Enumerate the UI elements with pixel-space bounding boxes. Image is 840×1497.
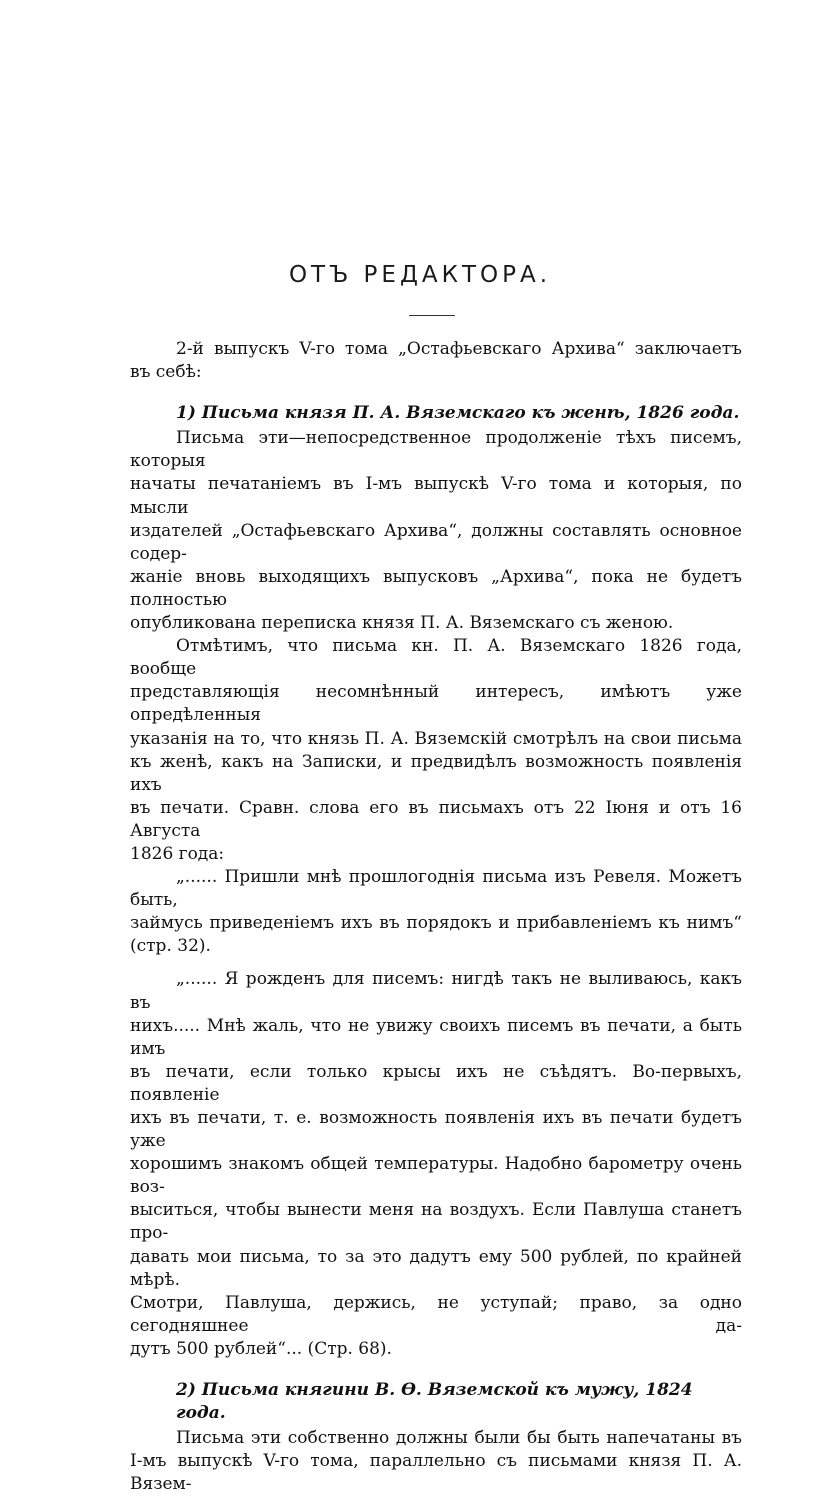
text-line: въ печати. Сравн. слова его въ письмахъ отъ 22 Іюня и отъ 16 Августа	[130, 797, 742, 841]
text-line: нихъ..... Мнѣ жаль, что не увижу своихъ писемъ въ печати, а быть имъ	[130, 1015, 742, 1059]
intro-paragraph	[130, 338, 742, 384]
section-heading-1: 1) Письма князя П. А. Вяземскаго къ женѣ, 1826 года.	[176, 403, 740, 424]
page-title: ОТЪ РЕДАКТОРА.	[288, 262, 552, 288]
text-line: дутъ 500 рублей“... (Стр. 68).	[130, 1338, 392, 1359]
text-line: жаніе вновь выходящихъ выпусковъ „Архива“, пока не будетъ полностью	[130, 566, 742, 610]
text-line: хорошимъ знакомъ общей температуры. Надобно барометру очень воз-	[130, 1154, 742, 1198]
text-line: „...... Я рожденъ для писемъ: нигдѣ такъ не выливаюсь, какъ въ	[130, 969, 742, 1013]
text-line: Смотри, Павлуша, держись, не уступай; право, за одно сегодняшнее да-	[130, 1292, 742, 1336]
text-line: указанія на то, что князь П. А. Вяземскій смотрѣлъ на свои письма	[130, 728, 742, 749]
text-line: (стр. 32).	[130, 936, 211, 957]
text-line: начаты печатаніемъ въ I-мъ выпускѣ V-го тома и которыя, по мысли	[130, 474, 742, 518]
section1-paragraph-1	[130, 427, 742, 635]
text-line: ихъ въ печати, т. е. возможность появленія ихъ въ печати будетъ уже	[130, 1108, 742, 1152]
section2-paragraph-1	[130, 1427, 742, 1496]
text-line: займусь приведеніемъ ихъ въ порядокъ и прибавленіемъ къ нимъ“	[130, 913, 742, 934]
text-line: 1826 года:	[130, 843, 225, 864]
text-line: I-мъ выпускѣ V-го тома, параллельно съ письмами князя П. А. Вязем-	[130, 1451, 742, 1495]
paragraph-gap	[130, 958, 742, 968]
text-line: давать мои письма, то за это дадутъ ему 500 рублей, по крайней мѣрѣ.	[130, 1246, 742, 1290]
text-line: Письма эти—непосредственное продолженіе тѣхъ писемъ, которыя	[130, 428, 742, 472]
text-line: въ печати, если только крысы ихъ не съѣдятъ. Во-первыхъ, появленіе	[130, 1061, 742, 1105]
section-heading-2: 2) Письма княгини В. Ѳ. Вяземской къ мужу, 1824 года.	[176, 1380, 693, 1424]
quote-1	[130, 866, 742, 958]
text-line: 2-й выпускъ V-го тома „Остафьевскаго Архива“ заключаетъ	[176, 339, 742, 359]
text-line: „...... Пришли мнѣ прошлогоднія письма изъ Ревеля. Можетъ быть,	[130, 867, 742, 911]
text-line: Отмѣтимъ, что письма кн. П. А. Вяземскаго 1826 года, вообще	[130, 636, 742, 680]
text-line: къ женѣ, какъ на Записки, и предвидѣлъ возможность появленія ихъ	[130, 751, 742, 795]
text-line: выситься, чтобы вынести меня на воздухъ. Если Павлуша станетъ про-	[130, 1200, 742, 1244]
text-line: опубликована переписка князя П. А. Вяземскаго съ женою.	[130, 613, 674, 634]
text-line: представляющія несомнѣнный интересъ, имѣютъ уже опредѣленныя	[130, 682, 742, 726]
text-line: издателей „Остафьевскаго Архива“, должны составлять основное содер-	[130, 520, 742, 564]
editor-foreword-text	[130, 338, 742, 1497]
text-line: въ себѣ:	[130, 362, 202, 383]
quote-2	[130, 968, 742, 1361]
section1-paragraph-2	[130, 635, 742, 866]
title-divider	[409, 315, 455, 316]
text-line: Письма эти собственно должны были бы быть напечатаны въ	[176, 1428, 742, 1449]
